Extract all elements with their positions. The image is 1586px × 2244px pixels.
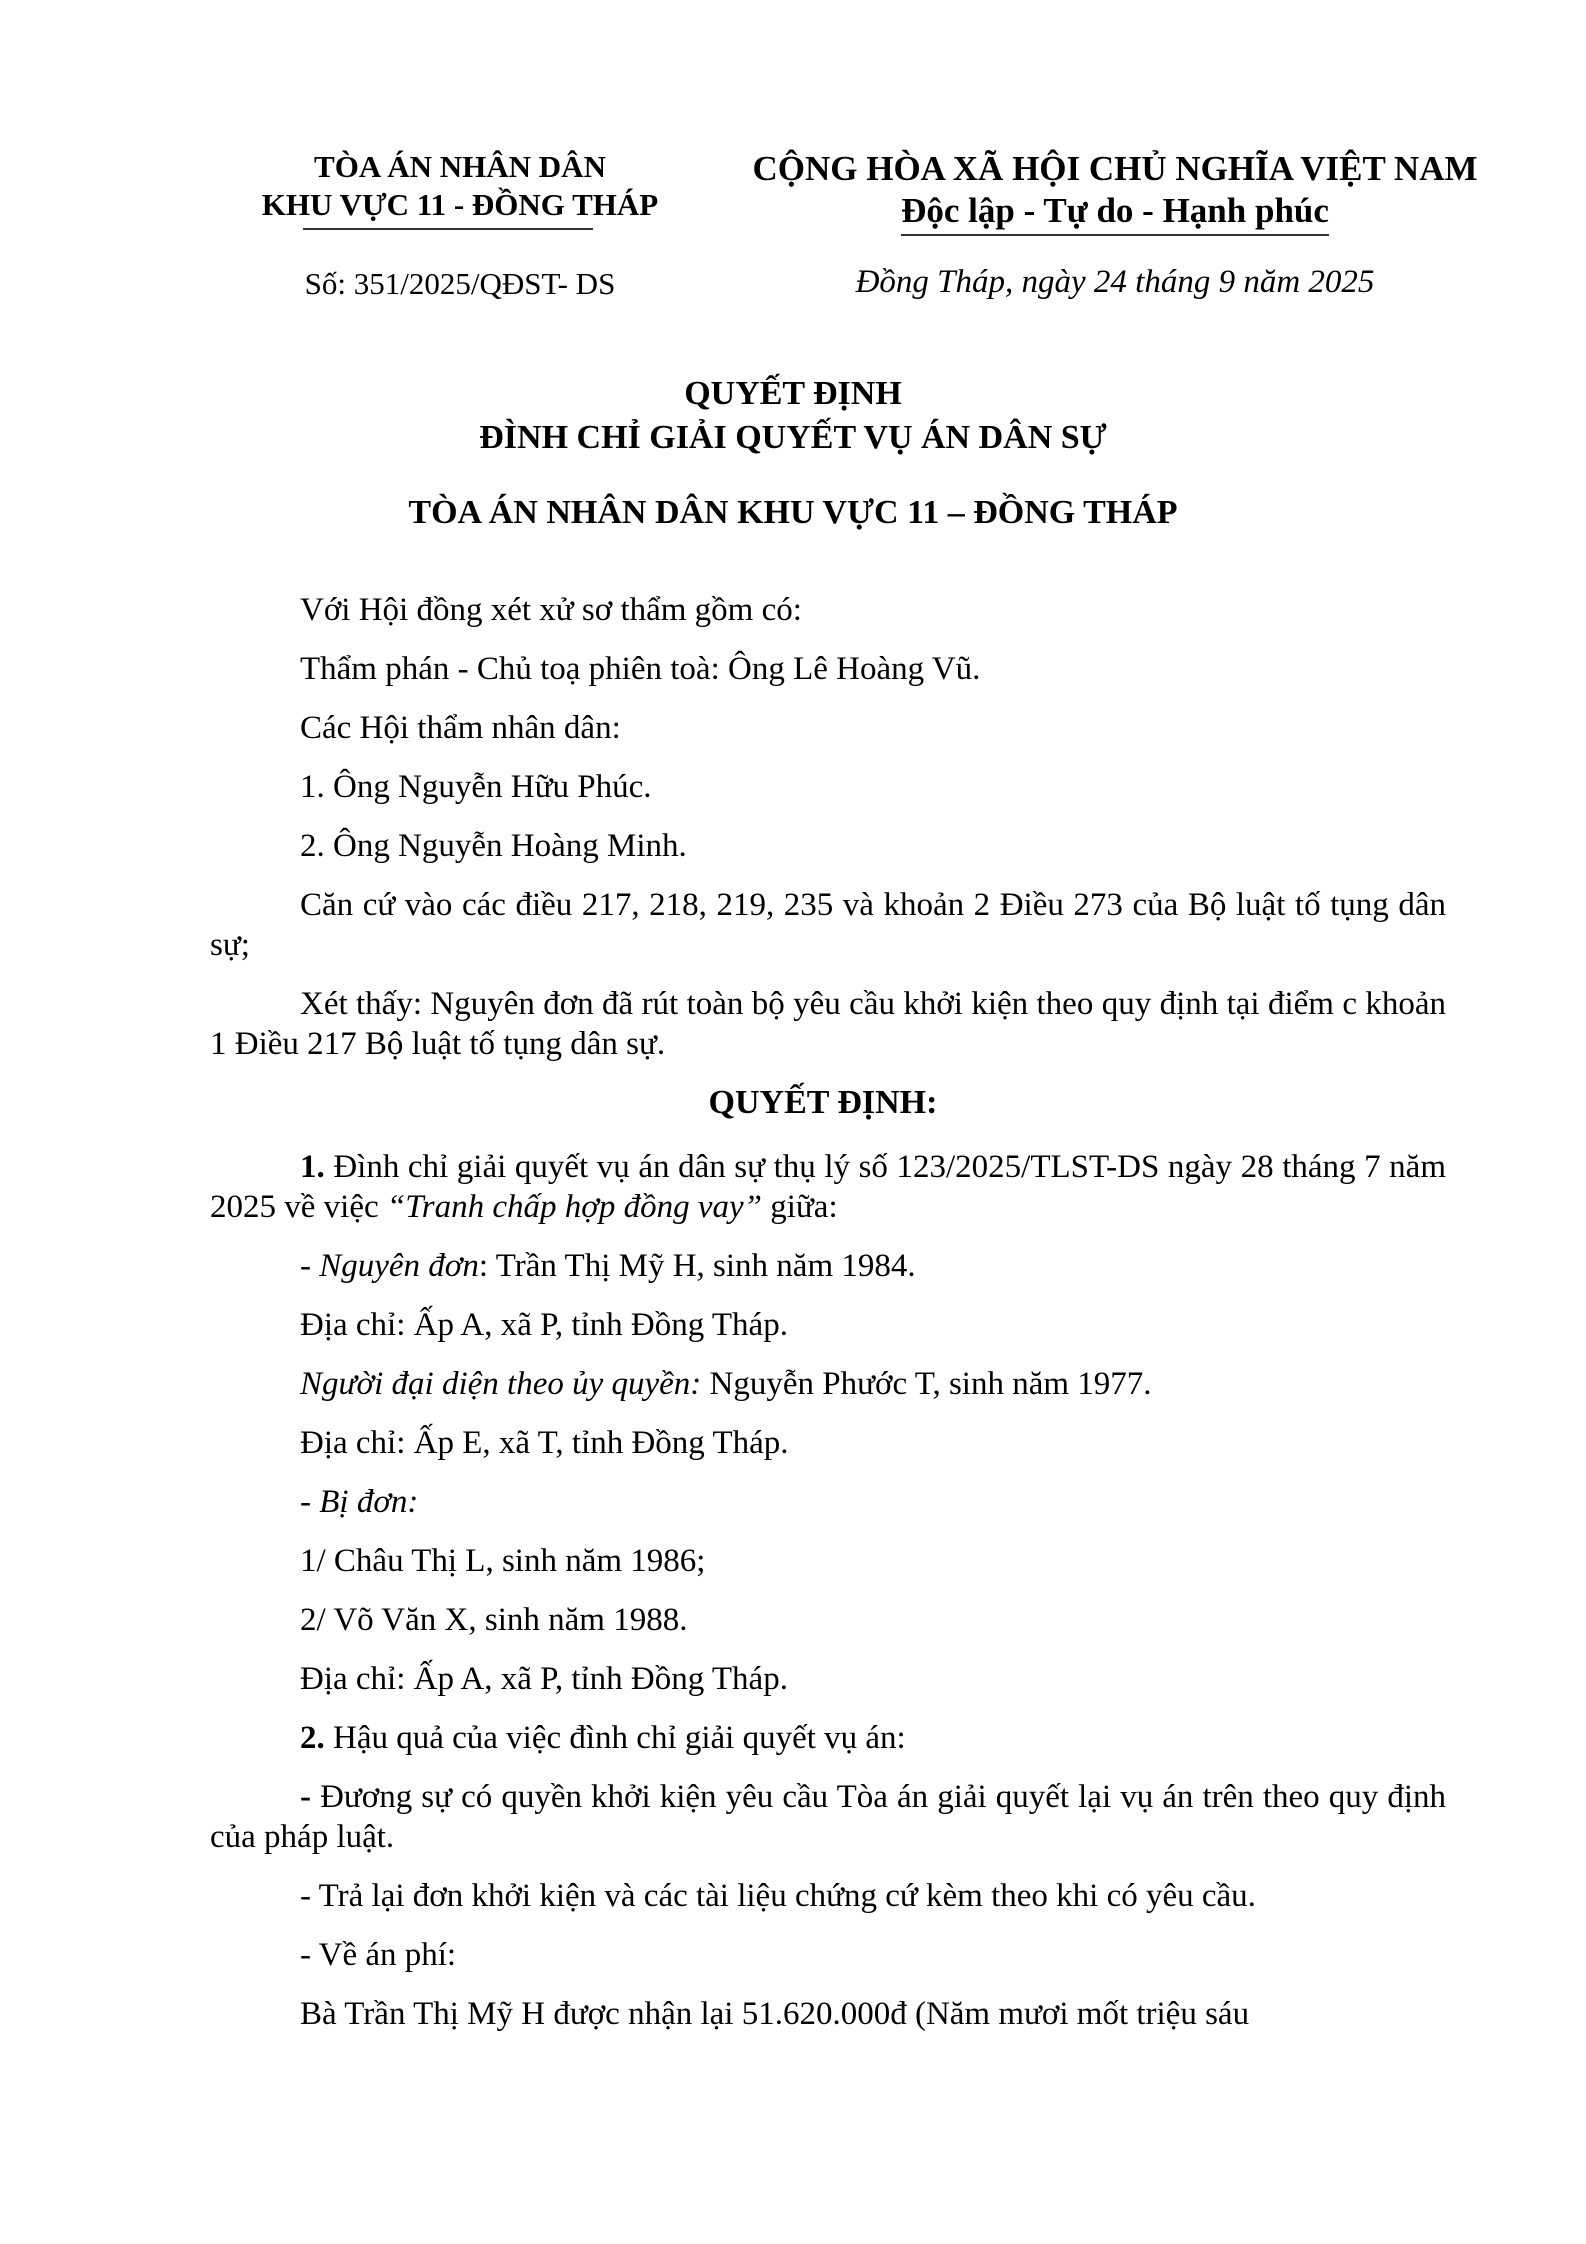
plaintiff-address: Địa chỉ: Ấp A, xã P, tỉnh Đồng Tháp. <box>300 1307 788 1343</box>
document-number: Số: 351/2025/QĐST- DS <box>304 266 616 301</box>
court-name-line2: KHU VỰC 11 - ĐỒNG THÁP <box>261 187 659 222</box>
item-number: 1. <box>300 1149 325 1185</box>
title-line1: QUYẾT ĐỊNH <box>684 375 902 412</box>
place-date-line: Đồng Tháp, ngày 24 tháng 9 năm 2025 <box>855 264 1375 300</box>
representative-label: Người đại diện theo ủy quyền: <box>300 1366 702 1402</box>
presiding-judge: Thẩm phán - Chủ toạ phiên toà: Ông Lê Hoàng Vũ. <box>300 651 981 687</box>
court-header <box>230 148 690 224</box>
representative-line <box>300 1364 1446 1404</box>
court-header-rule <box>303 228 593 230</box>
item-number: 2. <box>300 1720 325 1756</box>
item2-text: Hậu quả của việc đình chỉ giải quyết vụ án: <box>324 1720 906 1756</box>
panel-intro: Với Hội đồng xét xử sơ thẩm gồm có: <box>300 592 802 628</box>
consequence-2: - Trả lại đơn khởi kiện và các tài liệu chứng cứ kèm theo khi có yêu cầu. <box>300 1878 1256 1914</box>
assessors-label: Các Hội thẩm nhân dân: <box>300 710 621 746</box>
decision-item-2 <box>300 1718 1446 1758</box>
finding: Xét thấy: Nguyên đơn đã rút toàn bộ yêu cầu khởi kiện theo quy định tại điểm c khoản 1 Điều 217 Bộ luật tố tụng dân sự. <box>210 986 1446 1062</box>
defendant-label: - Bị đơn: <box>300 1484 419 1520</box>
court-fee-label: - Về án phí: <box>300 1937 457 1973</box>
dash: - <box>300 1248 320 1284</box>
case-type: “Tranh chấp hợp đồng vay” <box>386 1189 762 1225</box>
representative-value: Nguyễn Phước T, sinh năm 1977. <box>701 1366 1152 1402</box>
issuing-court-title: TÒA ÁN NHÂN DÂN KHU VỰC 11 – ĐỒNG THÁP <box>408 494 1178 531</box>
decision-item-1 <box>210 1147 1446 1227</box>
national-title: CỘNG HÒA XÃ HỘI CHỦ NGHĨA VIỆT NAM <box>752 149 1478 188</box>
consequence-1 <box>210 1777 1446 1857</box>
court-name-line1: TÒA ÁN NHÂN DÂN <box>314 149 606 184</box>
assessor-item: 1. Ông Nguyễn Hữu Phúc. <box>300 769 652 805</box>
national-header <box>735 148 1495 236</box>
defendant-address: Địa chỉ: Ấp A, xã P, tỉnh Đồng Tháp. <box>300 1661 788 1697</box>
document-title <box>200 372 1386 460</box>
court-fee-text: Bà Trần Thị Mỹ H được nhận lại 51.620.000đ (Năm mươi mốt triệu sáu <box>300 1996 1250 2032</box>
plaintiff-value: : Trần Thị Mỹ H, sinh năm 1984. <box>478 1248 916 1284</box>
consequence-1-text: Đương sự có quyền khởi kiện yêu cầu Tòa án giải quyết lại vụ án trên theo quy định của pháp luật. <box>210 1779 1446 1855</box>
assessor-item: 2. Ông Nguyễn Hoàng Minh. <box>300 828 687 864</box>
representative-address: Địa chỉ: Ấp E, xã T, tỉnh Đồng Tháp. <box>300 1425 789 1461</box>
national-motto: Độc lập - Tự do - Hạnh phúc <box>901 190 1329 236</box>
dash: - <box>300 1779 321 1815</box>
title-line2: ĐÌNH CHỈ GIẢI QUYẾT VỤ ÁN DÂN SỰ <box>479 419 1107 456</box>
item1-text: Đình chỉ giải quyết vụ án dân sự thụ lý số 123/2025/TLST-DS ngày 28 tháng 7 năm 2025 về việc <box>210 1149 1446 1225</box>
plaintiff-label: Nguyên đơn <box>319 1248 479 1284</box>
item1-text-after: giữa: <box>762 1189 838 1225</box>
document-body <box>210 590 1446 2053</box>
defendant-item: 1/ Châu Thị L, sinh năm 1986; <box>300 1543 706 1579</box>
plaintiff-line <box>300 1246 1446 1286</box>
decision-heading: QUYẾT ĐỊNH: <box>708 1084 938 1121</box>
defendant-item: 2/ Võ Văn X, sinh năm 1988. <box>300 1602 688 1638</box>
legal-basis: Căn cứ vào các điều 217, 218, 219, 235 và khoản 2 Điều 273 của Bộ luật tố tụng dân sự; <box>210 887 1446 963</box>
